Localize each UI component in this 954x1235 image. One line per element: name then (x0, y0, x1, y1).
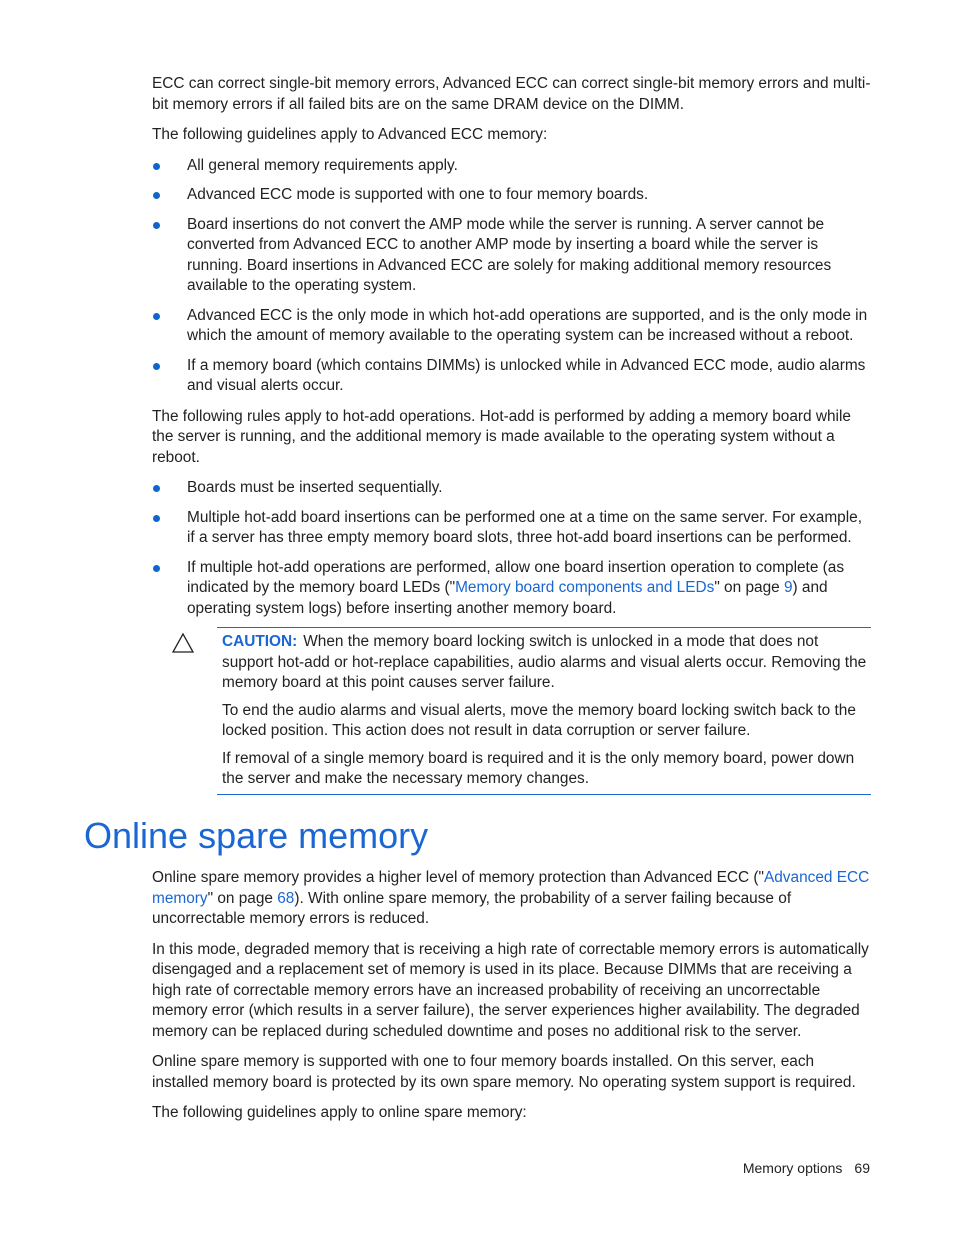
page-content (152, 74, 872, 795)
list-item-text: If multiple hot-add operations are performed, allow one board insertion operation to complete (as indicated by the memory board LEDs ("Memory board components and LEDs" on page 9) and operating system logs) before inserting another memory board. (187, 558, 845, 617)
list-item (152, 215, 872, 297)
page-9-link[interactable]: 9 (783, 579, 793, 596)
caution-text-2: To end the audio alarms and visual alerts, move the memory board locking switch back to the locked position. This action does not result in data corruption or server failure. (222, 701, 856, 739)
section-paragraph: The following guidelines apply to online spare memory: (152, 1104, 527, 1121)
ecc-guidelines-list (152, 156, 872, 397)
page-footer (731, 1159, 870, 1177)
list-item (152, 356, 872, 397)
caution-box (217, 627, 871, 795)
list-item (152, 156, 872, 177)
advanced-ecc-memory-link[interactable]: Advanced ECC memory (152, 869, 870, 907)
list-item-text: Advanced ECC is the only mode in which hot-add operations are supported, and is the only mode in which the amount of memory available to the operating system can be increased without a reboot. (187, 306, 868, 344)
bullet-icon (153, 192, 160, 199)
caution-label: CAUTION: (222, 633, 298, 650)
bullet-icon (153, 485, 160, 492)
bullet-icon (153, 222, 160, 229)
page-68-link[interactable]: 68 (277, 889, 295, 907)
hotadd-rules-intro: The following rules apply to hot-add operations. Hot-add is performed by adding a memory board while the server is running, and the additional memory is made available to the operating system without a reboot. (152, 407, 851, 466)
list-item-text: If a memory board (which contains DIMMs) is unlocked while in Advanced ECC mode, audio alarms and visual alerts occur. (187, 356, 866, 394)
section-paragraph: Online spare memory is supported with one to four memory boards installed. On this server, each installed memory board is protected by its own spare memory. No operating system support is required. (152, 1053, 856, 1091)
section-paragraph: In this mode, degraded memory that is receiving a high rate of correctable memory errors is automatically disengaged and a replacement set of memory is used in its place. Because DIMMs that are receiving a high rate of correctable memory errors have an increased probability of receiving an uncorrectable memory error (which results in a server failure), the server experiences higher availability. The degraded memory can be replaced during scheduled downtime and poses no additional risk to the server. (152, 940, 869, 1040)
bullet-icon (153, 313, 160, 320)
list-item-text: All general memory requirements apply. (187, 156, 458, 174)
caution-text-1: CAUTION: When the memory board locking switch is unlocked in a mode that does not support hot-add or hot-replace capabilities, audio alarms and visual alerts occur. Removing the memory board at this point causes server failure. (222, 633, 867, 691)
warning-triangle-icon (171, 632, 195, 654)
memory-board-leds-link[interactable]: Memory board components and LEDs (455, 579, 715, 596)
caution-text-3: If removal of a single memory board is required and it is the only memory board, power down the server and make the necessary memory changes. (222, 749, 855, 787)
section-paragraph: Online spare memory provides a higher level of memory protection than Advanced ECC ("Advanced ECC memory" on page 68). With online spare memory, the probability of a server failing because of uncorrectable memory errors is reduced. (152, 869, 870, 927)
list-item (152, 306, 872, 347)
page-number: 69 (854, 1160, 870, 1176)
footer-section-name: Memory options (742, 1160, 843, 1176)
ecc-guidelines-intro: The following guidelines apply to Advanced ECC memory: (152, 126, 548, 143)
intro-paragraph: ECC can correct single-bit memory errors, Advanced ECC can correct single-bit memory errors and multi-bit memory errors if all failed bits are on the same DRAM device on the DIMM. (152, 75, 871, 113)
bullet-icon (153, 163, 160, 170)
hotadd-rules-list (152, 478, 872, 619)
bullet-icon (153, 515, 160, 522)
list-item-text: Board insertions do not convert the AMP mode while the server is running. A server cannot be converted from Advanced ECC to another AMP mode by inserting a board while the server is running. Board insertions in Advanced ECC are solely for making additional memory resources available to the operating system. (187, 215, 832, 294)
list-item-text: Multiple hot-add board insertions can be performed one at a time on the same server. For example, if a server has three empty memory board slots, three hot-add board insertions can be performed. (187, 508, 862, 546)
list-item (152, 478, 872, 499)
list-item (152, 558, 872, 620)
section-heading: Online spare memory (84, 815, 429, 856)
list-item (152, 508, 872, 549)
list-item-text: Boards must be inserted sequentially. (187, 479, 443, 496)
bullet-icon (153, 363, 160, 370)
list-item (152, 185, 872, 206)
bullet-icon (153, 565, 160, 572)
section-content (152, 868, 872, 1134)
list-item-text: Advanced ECC mode is supported with one to four memory boards. (187, 186, 649, 203)
